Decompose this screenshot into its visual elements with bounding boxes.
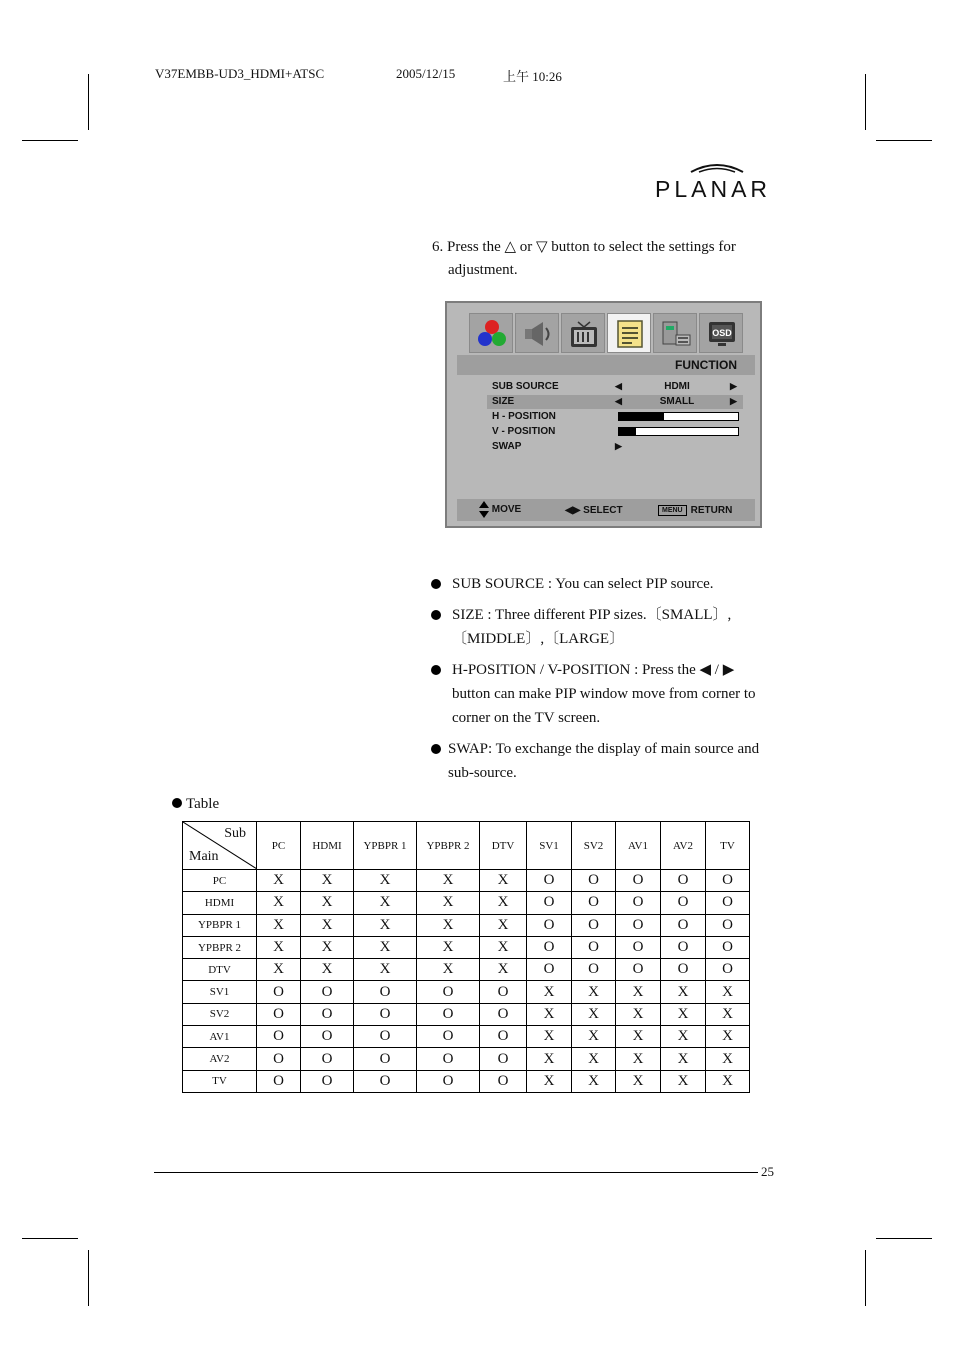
- table-row: [183, 870, 750, 892]
- tv-icon: [568, 318, 600, 350]
- table-row: [183, 959, 750, 981]
- osd-item-value: HDMI: [664, 381, 690, 392]
- page-number: 25: [761, 1164, 774, 1179]
- table-cell: O: [480, 981, 527, 1003]
- table-cell: X: [616, 1048, 661, 1070]
- table-cell: X: [480, 959, 527, 981]
- right-arrow-icon: ▶: [730, 396, 737, 406]
- table-row: [183, 981, 750, 1003]
- table-cell: X: [572, 1070, 616, 1092]
- table-cell: O: [417, 1070, 480, 1092]
- table-row: [183, 1003, 750, 1025]
- v-position-fill: [619, 428, 636, 435]
- osd-tab-tv[interactable]: [561, 313, 605, 353]
- column-header: AV2: [661, 822, 706, 870]
- doc-id: V37EMBB-UD3_HDMI+ATSC: [155, 66, 325, 81]
- table-cell: X: [480, 892, 527, 914]
- table-cell: O: [354, 1048, 417, 1070]
- table-cell: O: [527, 892, 572, 914]
- table-cell: O: [527, 936, 572, 958]
- notepad-icon: [614, 318, 646, 350]
- table-cell: O: [706, 959, 750, 981]
- crop-mark: [88, 1250, 89, 1306]
- table-cell: O: [417, 1003, 480, 1025]
- table-cell: X: [527, 1070, 572, 1092]
- osd-section-title: FUNCTION: [675, 358, 737, 372]
- osd-section-bar: [457, 355, 755, 375]
- table-cell: X: [417, 892, 480, 914]
- table-cell: X: [527, 1026, 572, 1048]
- column-header: SV2: [572, 822, 616, 870]
- bullet-line: 〔MIDDLE〕,〔LARGE〕: [452, 631, 625, 647]
- table-cell: X: [354, 914, 417, 936]
- table-cell: X: [354, 892, 417, 914]
- column-header: AV1: [616, 822, 661, 870]
- column-header: PC: [257, 822, 301, 870]
- table-cell: O: [527, 914, 572, 936]
- table-cell: O: [706, 892, 750, 914]
- osd-tab-color[interactable]: [469, 313, 513, 353]
- table-cell: O: [417, 981, 480, 1003]
- table-cell: X: [706, 1003, 750, 1025]
- step-instruction: [432, 236, 772, 282]
- crop-mark: [865, 1250, 866, 1306]
- table-cell: X: [417, 914, 480, 936]
- table-cell: X: [417, 959, 480, 981]
- table-cell: O: [480, 1070, 527, 1092]
- table-row: [183, 914, 750, 936]
- v-position-slider[interactable]: [618, 427, 739, 436]
- osd-tab-osd[interactable]: [699, 313, 743, 353]
- table-cell: X: [616, 1026, 661, 1048]
- table-cell: X: [301, 936, 354, 958]
- table-cell: O: [572, 914, 616, 936]
- step-line: 6. Press the △ or ▽ button to select the settings for: [432, 239, 736, 255]
- table-cell: X: [572, 1048, 616, 1070]
- table-header-row: [183, 822, 750, 870]
- table-cell: O: [616, 892, 661, 914]
- table-cell: X: [257, 936, 301, 958]
- crop-mark: [88, 74, 89, 130]
- table-cell: X: [661, 1070, 706, 1092]
- table-cell: O: [706, 870, 750, 892]
- table-cell: O: [257, 1048, 301, 1070]
- osd-item-sub-source[interactable]: [487, 380, 743, 394]
- table-corner-cell: [183, 822, 257, 870]
- feature-bullets: [430, 572, 780, 792]
- table-row: [183, 1026, 750, 1048]
- table-cell: O: [354, 1003, 417, 1025]
- osd-icon-tabs: [469, 313, 745, 353]
- table-cell: X: [417, 936, 480, 958]
- bullet-size: [430, 603, 780, 651]
- table-cell: O: [417, 1026, 480, 1048]
- table-cell: X: [301, 914, 354, 936]
- table-cell: X: [527, 1048, 572, 1070]
- table-cell: X: [706, 1048, 750, 1070]
- table-cell: O: [572, 870, 616, 892]
- table-cell: X: [257, 914, 301, 936]
- table-cell: X: [527, 1003, 572, 1025]
- osd-item-label: SIZE: [492, 396, 515, 407]
- h-position-fill: [619, 413, 664, 420]
- table-cell: O: [706, 936, 750, 958]
- crop-mark: [22, 140, 78, 141]
- logo-text: PLANAR: [655, 176, 772, 202]
- osd-tab-function[interactable]: [607, 313, 651, 353]
- table-cell: O: [301, 1048, 354, 1070]
- row-header: TV: [183, 1070, 257, 1092]
- osd-item-label: V - POSITION: [492, 426, 556, 437]
- osd-help-move: [479, 501, 521, 518]
- table-cell: O: [661, 892, 706, 914]
- logo-arc-icon: [689, 160, 745, 174]
- table-row: [183, 892, 750, 914]
- table-cell: O: [661, 870, 706, 892]
- table-cell: X: [661, 1003, 706, 1025]
- osd-item-label: H - POSITION: [492, 411, 556, 422]
- table-cell: O: [661, 959, 706, 981]
- table-cell: X: [417, 870, 480, 892]
- table-cell: O: [616, 870, 661, 892]
- bullet-line: sub-source.: [448, 765, 517, 781]
- table-cell: O: [661, 914, 706, 936]
- step-line: adjustment.: [448, 262, 518, 278]
- pip-compatibility-table: [182, 821, 750, 1093]
- speaker-icon: [522, 318, 554, 350]
- osd-menu-screenshot: [445, 301, 762, 528]
- table-cell: X: [354, 936, 417, 958]
- table-cell: X: [706, 1026, 750, 1048]
- right-arrow-icon: ▶: [615, 441, 622, 451]
- bullet-dot-icon: [172, 798, 182, 808]
- table-cell: O: [301, 1003, 354, 1025]
- table-cell: O: [527, 959, 572, 981]
- table-cell: O: [257, 981, 301, 1003]
- bullet-swap: [430, 737, 780, 785]
- bullet-sub-source: [430, 572, 780, 596]
- table-cell: X: [572, 1003, 616, 1025]
- table-cell: O: [480, 1048, 527, 1070]
- bullet-dot-icon: [431, 744, 441, 754]
- table-cell: X: [354, 959, 417, 981]
- table-cell: O: [661, 936, 706, 958]
- table-cell: X: [661, 1026, 706, 1048]
- osd-item-swap[interactable]: [487, 440, 743, 454]
- bullet-position: [430, 658, 780, 730]
- table-cell: X: [527, 981, 572, 1003]
- column-header: YPBPR 1: [354, 822, 417, 870]
- table-cell: O: [301, 1070, 354, 1092]
- right-arrow-icon: ▶: [730, 381, 737, 391]
- computer-keyboard-icon: [660, 318, 692, 350]
- table-cell: X: [616, 1070, 661, 1092]
- table-cell: O: [616, 959, 661, 981]
- osd-icon: [706, 318, 738, 350]
- bullet-dot-icon: [431, 579, 441, 589]
- table-cell: X: [706, 981, 750, 1003]
- print-date: 2005/12/15: [396, 66, 456, 81]
- table-cell: O: [301, 981, 354, 1003]
- row-header: YPBPR 1: [183, 914, 257, 936]
- table-cell: O: [417, 1048, 480, 1070]
- table-cell: X: [301, 959, 354, 981]
- osd-help-bar: [457, 499, 755, 521]
- row-header: SV2: [183, 1003, 257, 1025]
- menu-key-icon: MENU: [658, 505, 687, 516]
- crop-mark: [865, 74, 866, 130]
- osd-help-move-label: MOVE: [491, 504, 522, 516]
- table-cell: O: [572, 959, 616, 981]
- table-cell: X: [480, 870, 527, 892]
- crop-mark: [876, 140, 932, 141]
- osd-item-v-position[interactable]: [487, 425, 743, 439]
- table-cell: X: [354, 870, 417, 892]
- bullet-line: button can make PIP window move from corner to: [452, 686, 756, 702]
- bullet-dot-icon: [431, 610, 441, 620]
- osd-help-select: [565, 505, 623, 516]
- up-down-arrow-icon: [479, 501, 489, 518]
- table-cell: X: [480, 914, 527, 936]
- crop-mark: [876, 1238, 932, 1239]
- osd-help-return: [658, 505, 732, 516]
- table-cell: O: [616, 914, 661, 936]
- osd-tab-audio[interactable]: [515, 313, 559, 353]
- planar-logo: [655, 160, 780, 202]
- row-header: AV1: [183, 1026, 257, 1048]
- table-caption: [172, 796, 219, 813]
- row-header: DTV: [183, 959, 257, 981]
- table-cell: O: [572, 936, 616, 958]
- table-cell: O: [527, 870, 572, 892]
- table-caption-text: Table: [186, 796, 220, 812]
- table-cell: O: [301, 1026, 354, 1048]
- table-cell: O: [480, 1026, 527, 1048]
- table-cell: X: [572, 1026, 616, 1048]
- row-header: HDMI: [183, 892, 257, 914]
- column-header: DTV: [480, 822, 527, 870]
- corner-main-label: Main: [189, 849, 219, 864]
- table-cell: X: [480, 936, 527, 958]
- table-cell: X: [661, 1048, 706, 1070]
- osd-help-return-label: RETURN: [690, 505, 733, 516]
- bullet-line: corner on the TV screen.: [452, 710, 601, 726]
- row-header: YPBPR 2: [183, 936, 257, 958]
- table-cell: O: [354, 1070, 417, 1092]
- row-header: SV1: [183, 981, 257, 1003]
- bullet-line: H-POSITION / V-POSITION : Press the ◀ / ▶: [452, 662, 735, 678]
- bullet-line: SWAP: To exchange the display of main source and: [448, 741, 760, 757]
- table-cell: O: [706, 914, 750, 936]
- column-header: YPBPR 2: [417, 822, 480, 870]
- osd-item-h-position[interactable]: [487, 410, 743, 424]
- table-row: [183, 1048, 750, 1070]
- table-cell: X: [616, 981, 661, 1003]
- table-cell: O: [572, 892, 616, 914]
- osd-help-select-label: SELECT: [583, 505, 623, 516]
- row-header: PC: [183, 870, 257, 892]
- osd-tab-input[interactable]: [653, 313, 697, 353]
- crop-mark: [22, 1238, 78, 1239]
- table-cell: O: [257, 1003, 301, 1025]
- column-header: HDMI: [301, 822, 354, 870]
- osd-item-size[interactable]: [487, 395, 743, 409]
- table-cell: O: [616, 936, 661, 958]
- color-balls-icon: [476, 318, 508, 350]
- bullet-line: SUB SOURCE : You can select PIP source.: [452, 576, 714, 592]
- table-cell: X: [616, 1003, 661, 1025]
- left-arrow-icon: ◀: [615, 396, 622, 406]
- osd-item-label: SUB SOURCE: [492, 381, 559, 392]
- table-cell: O: [354, 981, 417, 1003]
- corner-sub-label: Sub: [224, 826, 246, 841]
- table-cell: X: [257, 959, 301, 981]
- table-cell: O: [480, 1003, 527, 1025]
- column-header: TV: [706, 822, 750, 870]
- print-time: 上午 10:26: [503, 69, 562, 84]
- table-row: [183, 1070, 750, 1092]
- table-cell: X: [257, 870, 301, 892]
- table-cell: O: [354, 1026, 417, 1048]
- table-cell: X: [301, 892, 354, 914]
- table-cell: X: [706, 1070, 750, 1092]
- table-cell: O: [257, 1026, 301, 1048]
- osd-item-value: SMALL: [659, 396, 695, 407]
- left-right-arrow-icon: ◀▶: [565, 505, 581, 516]
- table-row: [183, 936, 750, 958]
- table-cell: O: [257, 1070, 301, 1092]
- table-cell: X: [301, 870, 354, 892]
- table-cell: X: [661, 981, 706, 1003]
- bullet-dot-icon: [431, 665, 441, 675]
- h-position-slider[interactable]: [618, 412, 739, 421]
- table-cell: X: [572, 981, 616, 1003]
- footer-rule: [154, 1172, 758, 1173]
- table-cell: X: [257, 892, 301, 914]
- osd-item-label: SWAP: [492, 441, 522, 452]
- left-arrow-icon: ◀: [615, 381, 622, 391]
- row-header: AV2: [183, 1048, 257, 1070]
- column-header: SV1: [527, 822, 572, 870]
- bullet-line: SIZE : Three different PIP sizes.〔SMALL〕,: [452, 607, 732, 623]
- osd-icon-label: OSD: [712, 328, 732, 338]
